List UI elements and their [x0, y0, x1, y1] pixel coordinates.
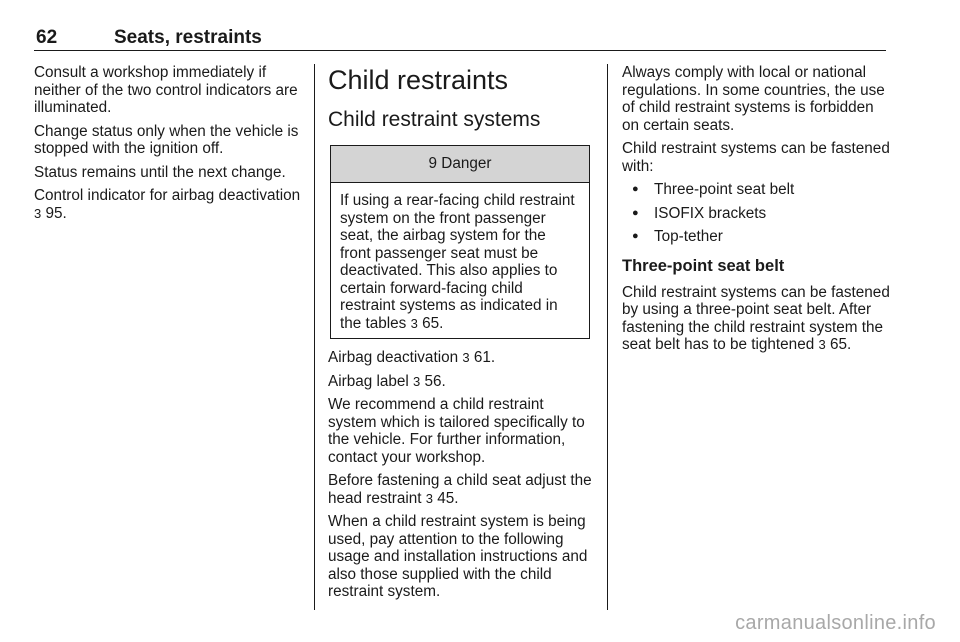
cross-reference-icon: 3 [34, 205, 42, 221]
paragraph: Always comply with local or national regulations. In some countries, the use of child restraint systems is forbidden on certain seats. [622, 64, 885, 134]
paragraph: When a child restraint system is being used, pay attention to the following usage and installation instructions and also those supplied with the child restraint system. [328, 513, 588, 600]
cross-reference-icon: 3 [462, 350, 470, 365]
chapter-heading: Child restraints [328, 65, 509, 95]
paragraph: We recommend a child restraint system which is tailored specifically to the vehicle. For further information, contact your workshop. [328, 396, 585, 466]
section-heading: Child restraint systems [328, 108, 541, 131]
column-divider-1 [314, 64, 315, 610]
page-reference[interactable]: 65. [829, 336, 852, 353]
paragraph: Before fastening a child seat adjust the head restraint 3 45. [328, 472, 592, 507]
paragraph: Change status only when the vehicle is stopped with the ignition off. [34, 122, 299, 157]
paragraph: Child restraint systems can be fastened by using a three-point seat belt. After fastening the child restraint system the seat belt has to be tightened 3 65. [622, 283, 890, 353]
paragraph: Status remains until the next change. [34, 163, 286, 181]
paragraph: Airbag label 3 56. [328, 372, 446, 390]
page-reference[interactable]: 95. [45, 204, 67, 222]
paragraph: Consult a workshop immediately if neither of the two control indicators are illuminated. [34, 64, 298, 116]
paragraph: Airbag deactivation 3 61. [328, 349, 496, 366]
danger-header [331, 146, 589, 183]
paragraph: Child restraint systems can be fastened with: [622, 140, 890, 175]
danger-label: Danger [441, 155, 492, 172]
page-reference[interactable]: 56. [424, 372, 446, 390]
watermark: carmanualsonline.info [735, 612, 936, 634]
header-rule [34, 50, 886, 51]
column-1 [34, 64, 302, 228]
column-2 [328, 64, 596, 607]
cross-reference-icon: 3 [410, 315, 418, 331]
cross-reference-icon: 3 [425, 490, 434, 506]
list-item: ● Three-point seat belt [622, 181, 890, 199]
column-3 [622, 64, 890, 360]
column-divider-2 [607, 64, 608, 610]
paragraph: Control indicator for airbag deactivation 3 95. [34, 187, 301, 222]
page-number: 62 [36, 27, 58, 48]
page-reference[interactable]: 45. [437, 489, 459, 507]
fastening-list [622, 181, 890, 246]
list-item: ● ISOFIX brackets [622, 205, 890, 223]
warning-icon: 9 [428, 155, 438, 172]
cross-reference-icon: 3 [413, 373, 421, 389]
danger-box [330, 145, 590, 339]
list-item: ● Top-tether [622, 228, 890, 246]
danger-text: If using a rear-facing child restraint system on the front passenger seat, the airbag system for the front passenger seat must be deactivated. This also applies to certain forward-facing child restraint systems as indicated in the tables 3 65. [340, 192, 575, 332]
page-reference[interactable]: 65. [422, 314, 444, 332]
page-reference[interactable]: 61. [473, 349, 496, 366]
section-title: Seats, restraints [114, 27, 262, 48]
subsection-heading: Three-point seat belt [622, 256, 785, 275]
cross-reference-icon: 3 [818, 337, 826, 352]
